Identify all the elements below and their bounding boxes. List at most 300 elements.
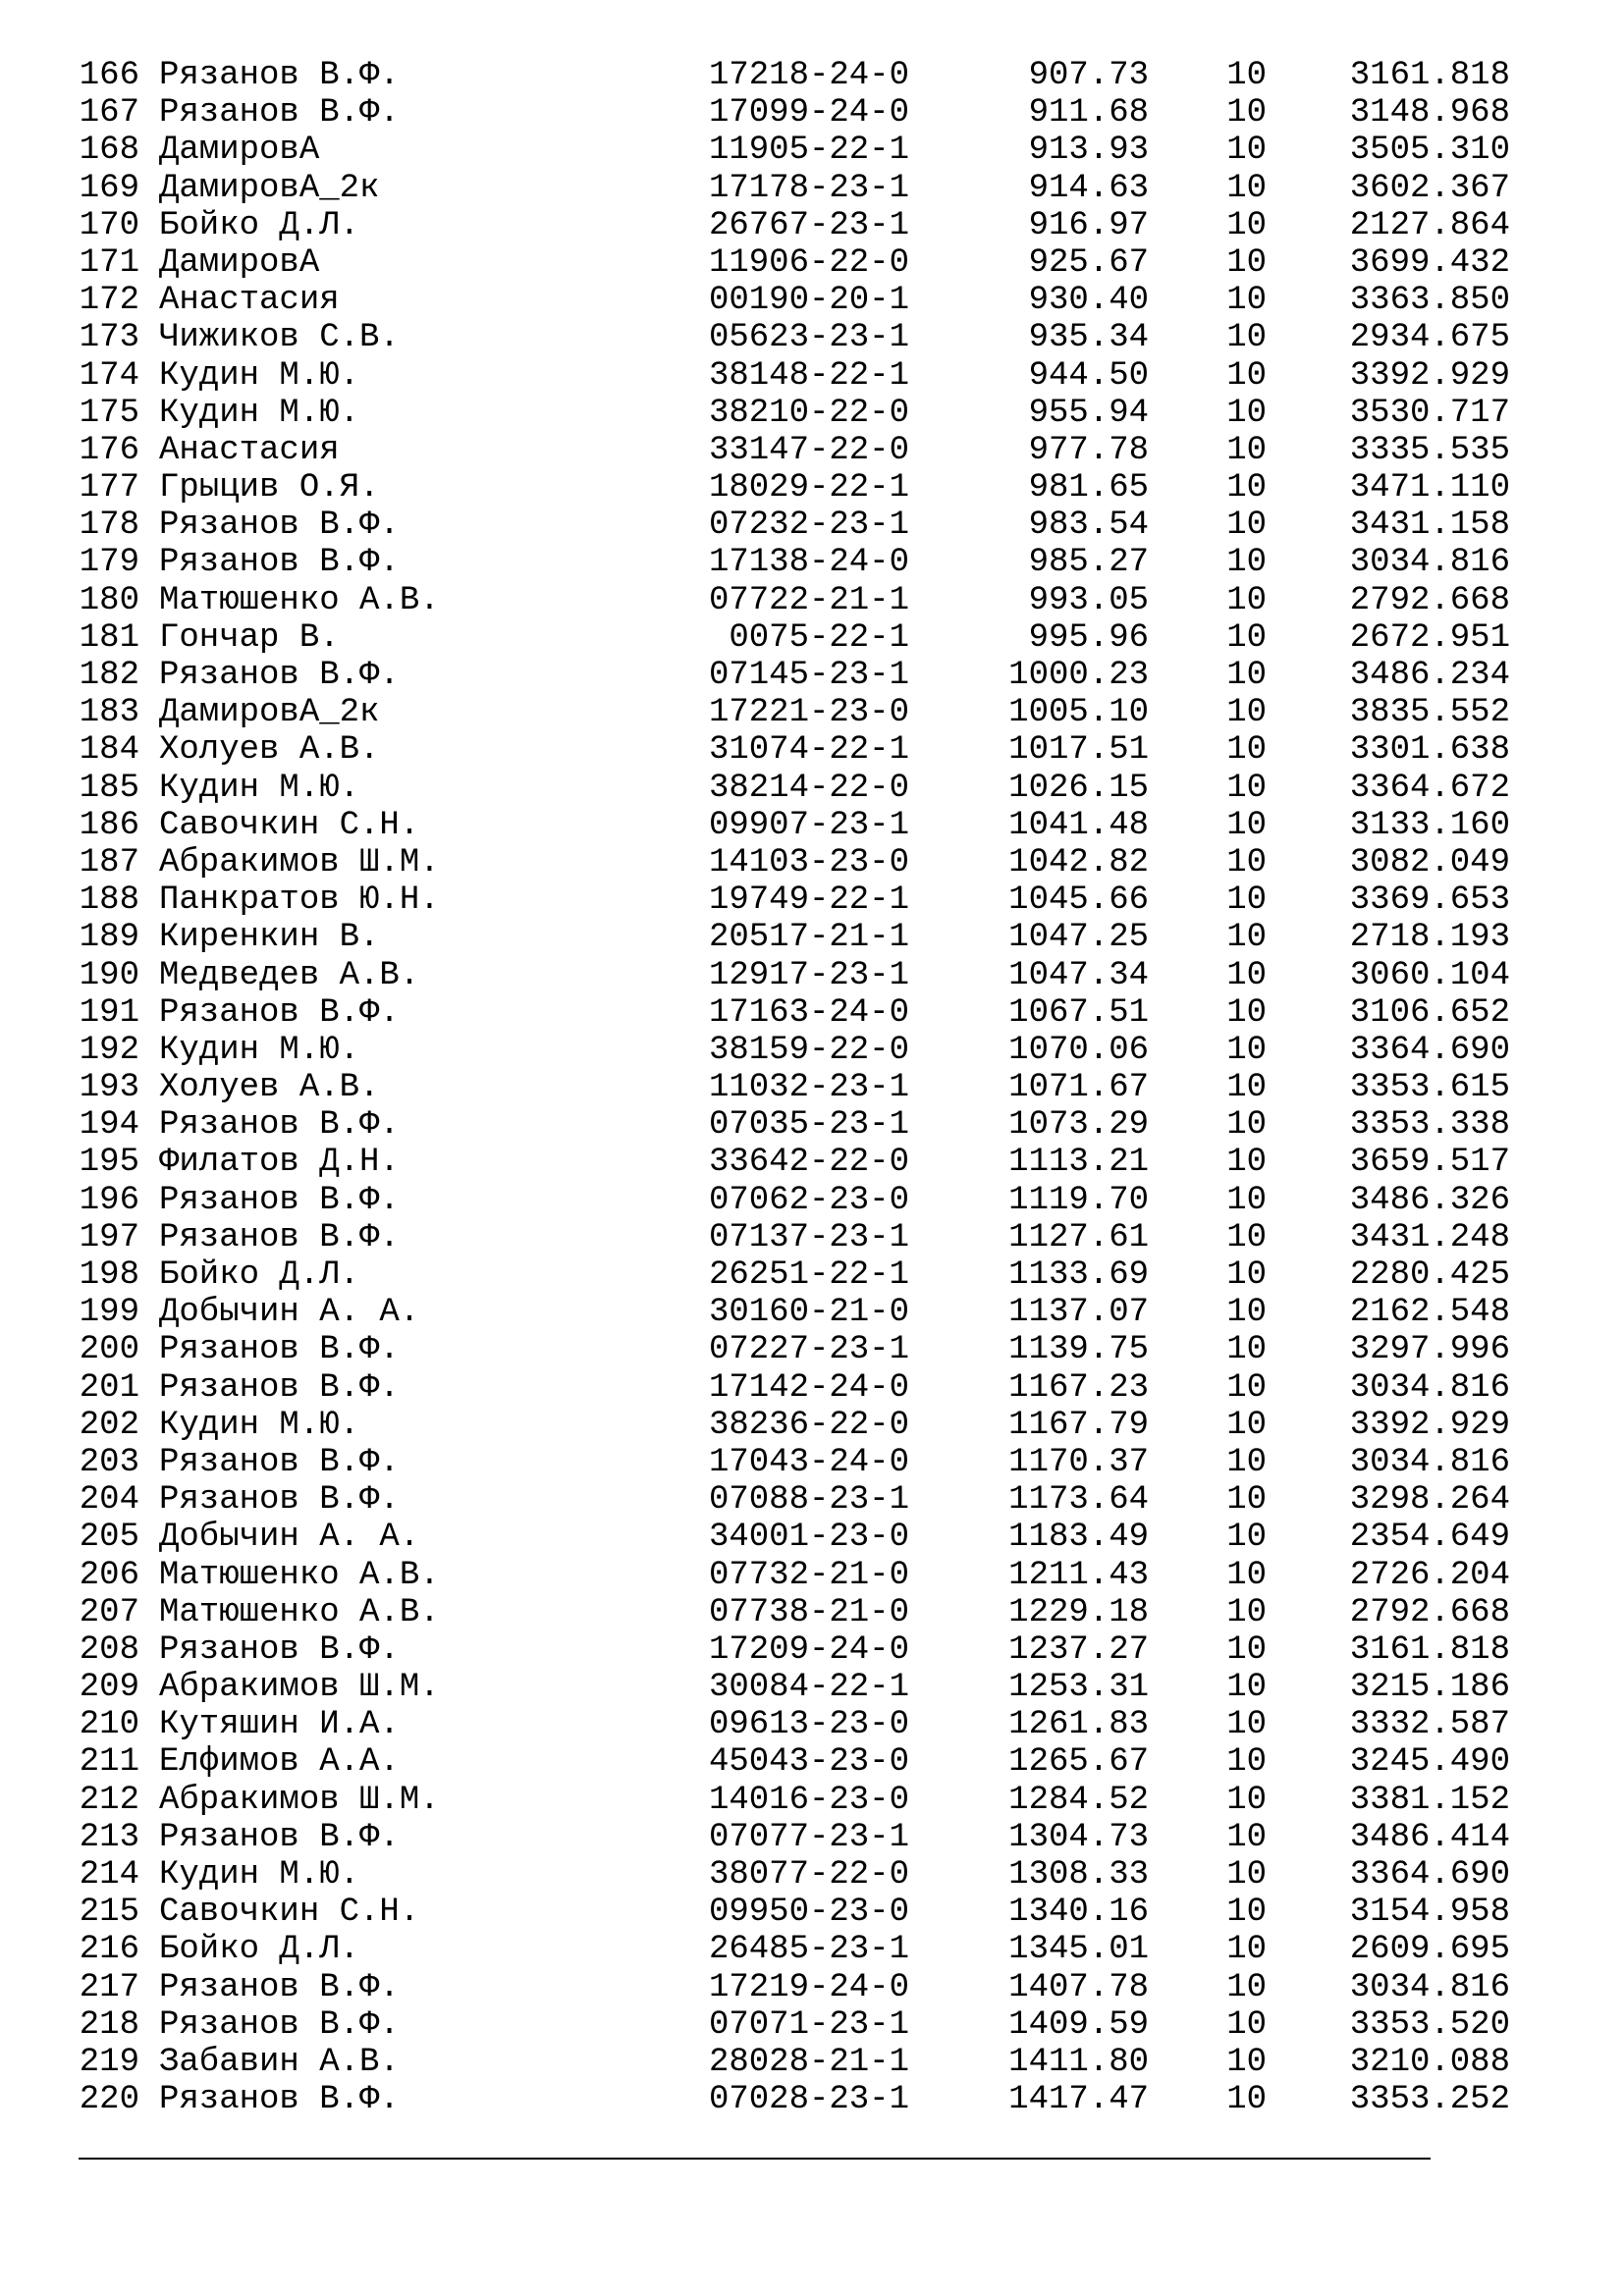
row-total: 3034.816 [1349,1443,1510,1481]
row-name: Грыцив О.Я. [159,469,380,507]
row-number: 168 [79,132,139,170]
table-row [79,769,1510,807]
row-name: Гончар В. [159,618,340,657]
row-count: 10 [1226,243,1267,282]
row-count: 10 [1226,394,1267,432]
table-row [79,581,1510,619]
row-name: ДамировА [159,243,320,282]
row-value: 955.94 [1028,394,1149,432]
row-value: 1265.67 [1008,1743,1149,1782]
row-count: 10 [1226,57,1267,94]
row-count: 10 [1226,1894,1267,1932]
table-row [79,2005,1510,2044]
table-row [79,1781,1510,1819]
row-value: 1211.43 [1008,1556,1149,1594]
row-value: 1137.07 [1008,1294,1149,1332]
row-name: Матюшенко А.В. [159,1593,440,1631]
row-count: 10 [1226,507,1267,545]
row-name: ДамировА_2к [159,169,380,207]
table-row [79,1181,1510,1219]
row-value: 1407.78 [1008,1968,1149,2006]
row-number: 183 [79,694,139,732]
table-row [79,1706,1510,1744]
row-value: 916.97 [1028,206,1149,244]
row-name: Рязанов В.Ф. [159,1218,400,1256]
row-number: 187 [79,843,139,881]
row-name: Анастасия [159,431,340,469]
table-row [79,169,1510,207]
row-value: 1026.15 [1008,769,1149,807]
row-code: 07137-23-1 [708,1218,909,1256]
row-number: 210 [79,1706,139,1744]
table-row [79,1106,1510,1145]
row-code: 38077-22-0 [708,1856,909,1894]
row-name: Рязанов В.Ф. [159,1818,400,1856]
row-total: 3486.234 [1349,657,1510,694]
row-count: 10 [1226,319,1267,357]
row-number: 199 [79,1294,139,1332]
row-code: 0075-22-1 [729,618,909,657]
row-code: 38210-22-0 [708,394,909,432]
row-value: 925.67 [1028,243,1149,282]
row-number: 189 [79,919,139,957]
row-number: 217 [79,1968,139,2006]
row-count: 10 [1226,731,1267,770]
row-name: Рязанов В.Ф. [159,1181,400,1219]
row-total: 3034.816 [1349,1368,1510,1407]
row-code: 09950-23-0 [708,1894,909,1932]
row-name: Кудин М.Ю. [159,769,360,807]
row-total: 3381.152 [1349,1781,1510,1819]
row-number: 198 [79,1256,139,1294]
row-value: 935.34 [1028,319,1149,357]
row-value: 1229.18 [1008,1593,1149,1631]
row-number: 209 [79,1669,139,1707]
row-value: 1047.25 [1008,919,1149,957]
row-total: 2280.425 [1349,1256,1510,1294]
row-code: 38236-22-0 [708,1406,909,1444]
row-total: 2792.668 [1349,1593,1510,1631]
row-total: 3364.672 [1349,769,1510,807]
row-total: 3133.160 [1349,806,1510,844]
row-code: 38148-22-1 [708,356,909,395]
row-total: 3245.490 [1349,1743,1510,1782]
row-number: 219 [79,2043,139,2081]
row-value: 1047.34 [1008,956,1149,994]
row-count: 10 [1226,2005,1267,2044]
row-total: 3082.049 [1349,843,1510,881]
row-value: 1045.66 [1008,881,1149,920]
table-row [79,1669,1510,1707]
row-value: 907.73 [1028,57,1149,94]
row-value: 1127.61 [1008,1218,1149,1256]
table-row [79,394,1510,432]
row-code: 45043-23-0 [708,1743,909,1782]
row-code: 07077-23-1 [708,1818,909,1856]
row-code: 12917-23-1 [708,956,909,994]
table-row [79,731,1510,770]
row-value: 1070.06 [1008,1031,1149,1069]
row-value: 1113.21 [1008,1144,1149,1182]
row-code: 26767-23-1 [708,206,909,244]
row-name: Рязанов В.Ф. [159,544,400,582]
row-count: 10 [1226,581,1267,619]
row-total: 2718.193 [1349,919,1510,957]
row-number: 212 [79,1781,139,1819]
row-total: 2162.548 [1349,1294,1510,1332]
table-row [79,1368,1510,1407]
table-row [79,1556,1510,1594]
row-name: Бойко Д.Л. [159,1256,360,1294]
row-number: 215 [79,1894,139,1932]
row-number: 184 [79,731,139,770]
row-number: 200 [79,1331,139,1369]
table-row [79,206,1510,244]
row-total: 3161.818 [1349,1630,1510,1669]
row-number: 175 [79,394,139,432]
row-number: 220 [79,2081,139,2119]
row-value: 1073.29 [1008,1106,1149,1145]
row-code: 17043-24-0 [708,1443,909,1481]
row-number: 174 [79,356,139,395]
row-name: Панкратов Ю.Н. [159,881,440,920]
row-code: 11906-22-0 [708,243,909,282]
row-total: 3835.552 [1349,694,1510,732]
row-code: 07722-21-1 [708,581,909,619]
row-value: 1308.33 [1008,1856,1149,1894]
table-row [79,243,1510,282]
row-name: Филатов Д.Н. [159,1144,400,1182]
row-number: 216 [79,1931,139,1969]
row-count: 10 [1226,94,1267,133]
row-name: Рязанов В.Ф. [159,1481,400,1520]
row-name: Добычин А. А. [159,1519,420,1557]
row-number: 188 [79,881,139,920]
row-value: 993.05 [1028,581,1149,619]
row-count: 10 [1226,806,1267,844]
row-number: 213 [79,1818,139,1856]
row-value: 1261.83 [1008,1706,1149,1744]
row-number: 197 [79,1218,139,1256]
table-row [79,1743,1510,1782]
row-count: 10 [1226,919,1267,957]
row-count: 10 [1226,1968,1267,2006]
row-total: 2127.864 [1349,206,1510,244]
row-total: 3471.110 [1349,469,1510,507]
table-row [79,1931,1510,1969]
row-total: 3486.326 [1349,1181,1510,1219]
table-row [79,431,1510,469]
row-name: Рязанов В.Ф. [159,993,400,1032]
row-count: 10 [1226,1556,1267,1594]
row-total: 3392.929 [1349,356,1510,395]
row-count: 10 [1226,769,1267,807]
row-number: 178 [79,507,139,545]
row-code: 07035-23-1 [708,1106,909,1145]
row-name: Рязанов В.Ф. [159,1368,400,1407]
row-name: Абракимов Ш.М. [159,1669,440,1707]
row-count: 10 [1226,1781,1267,1819]
row-total: 3332.587 [1349,1706,1510,1744]
row-value: 1183.49 [1008,1519,1149,1557]
row-number: 171 [79,243,139,282]
row-count: 10 [1226,1743,1267,1782]
row-name: Бойко Д.Л. [159,1931,360,1969]
row-count: 10 [1226,1106,1267,1145]
data-listing [79,57,1510,2119]
row-value: 983.54 [1028,507,1149,545]
row-count: 10 [1226,1443,1267,1481]
row-code: 19749-22-1 [708,881,909,920]
row-total: 3353.338 [1349,1106,1510,1145]
table-row [79,282,1510,320]
row-total: 3298.264 [1349,1481,1510,1520]
row-total: 3353.252 [1349,2081,1510,2119]
row-code: 17221-23-0 [708,694,909,732]
row-code: 30160-21-0 [708,1294,909,1332]
row-total: 3161.818 [1349,57,1510,94]
table-row [79,993,1510,1032]
row-count: 10 [1226,1406,1267,1444]
row-total: 3154.958 [1349,1894,1510,1932]
row-code: 07227-23-1 [708,1331,909,1369]
row-number: 167 [79,94,139,133]
row-name: Рязанов В.Ф. [159,1443,400,1481]
row-code: 33147-22-0 [708,431,909,469]
row-number: 186 [79,806,139,844]
row-code: 09613-23-0 [708,1706,909,1744]
row-total: 3530.717 [1349,394,1510,432]
row-value: 1417.47 [1008,2081,1149,2119]
row-name: Абракимов Ш.М. [159,843,440,881]
row-value: 1005.10 [1008,694,1149,732]
row-value: 1017.51 [1008,731,1149,770]
row-name: Медведев А.В. [159,956,420,994]
row-name: Кудин М.Ю. [159,356,360,395]
row-name: Рязанов В.Ф. [159,2081,400,2119]
row-total: 3364.690 [1349,1856,1510,1894]
row-total: 3392.929 [1349,1406,1510,1444]
row-code: 07071-23-1 [708,2005,909,2044]
row-count: 10 [1226,544,1267,582]
row-number: 172 [79,282,139,320]
row-code: 30084-22-1 [708,1669,909,1707]
row-code: 07145-23-1 [708,657,909,694]
row-count: 10 [1226,843,1267,881]
row-code: 17138-24-0 [708,544,909,582]
row-name: Рязанов В.Ф. [159,1331,400,1369]
table-row [79,1519,1510,1557]
table-row [79,94,1510,133]
row-count: 10 [1226,1630,1267,1669]
row-number: 195 [79,1144,139,1182]
row-count: 10 [1226,1706,1267,1744]
row-name: Бойко Д.Л. [159,206,360,244]
row-name: Матюшенко А.В. [159,1556,440,1594]
row-code: 09907-23-1 [708,806,909,844]
row-value: 1170.37 [1008,1443,1149,1481]
row-name: Абракимов Ш.М. [159,1781,440,1819]
row-total: 2609.695 [1349,1931,1510,1969]
row-total: 3364.690 [1349,1031,1510,1069]
table-row [79,544,1510,582]
row-code: 31074-22-1 [708,731,909,770]
row-value: 1411.80 [1008,2043,1149,2081]
row-number: 204 [79,1481,139,1520]
row-total: 3602.367 [1349,169,1510,207]
table-row [79,694,1510,732]
row-count: 10 [1226,1331,1267,1369]
row-count: 10 [1226,206,1267,244]
row-count: 10 [1226,1818,1267,1856]
table-row [79,919,1510,957]
row-value: 1340.16 [1008,1894,1149,1932]
row-count: 10 [1226,1931,1267,1969]
row-value: 1000.23 [1008,657,1149,694]
row-count: 10 [1226,431,1267,469]
row-value: 1067.51 [1008,993,1149,1032]
row-number: 176 [79,431,139,469]
row-code: 38214-22-0 [708,769,909,807]
row-count: 10 [1226,956,1267,994]
row-value: 1237.27 [1008,1630,1149,1669]
table-row [79,1331,1510,1369]
row-code: 07738-21-0 [708,1593,909,1631]
table-row [79,57,1510,94]
row-name: Кутяшин И.А. [159,1706,400,1744]
row-name: Рязанов В.Ф. [159,1106,400,1145]
row-name: Кудин М.Ю. [159,1031,360,1069]
table-row [79,806,1510,844]
row-number: 203 [79,1443,139,1481]
row-count: 10 [1226,1069,1267,1107]
row-total: 3431.158 [1349,507,1510,545]
row-value: 995.96 [1028,618,1149,657]
table-row [79,1144,1510,1182]
row-value: 981.65 [1028,469,1149,507]
row-total: 3659.517 [1349,1144,1510,1182]
row-name: Рязанов В.Ф. [159,2005,400,2044]
table-row [79,1968,1510,2006]
row-name: Рязанов В.Ф. [159,94,400,133]
row-code: 05623-23-1 [708,319,909,357]
row-count: 10 [1226,993,1267,1032]
row-name: Рязанов В.Ф. [159,1968,400,2006]
table-row [79,1294,1510,1332]
row-code: 33642-22-0 [708,1144,909,1182]
row-number: 181 [79,618,139,657]
row-number: 177 [79,469,139,507]
row-count: 10 [1226,1669,1267,1707]
table-row [79,1481,1510,1520]
row-value: 1042.82 [1008,843,1149,881]
row-count: 10 [1226,356,1267,395]
row-code: 17218-24-0 [708,57,909,94]
row-count: 10 [1226,1181,1267,1219]
table-row [79,1256,1510,1294]
table-row [79,469,1510,507]
row-value: 1041.48 [1008,806,1149,844]
row-name: Холуев А.В. [159,731,380,770]
row-total: 3106.652 [1349,993,1510,1032]
row-number: 173 [79,319,139,357]
row-value: 1071.67 [1008,1069,1149,1107]
row-value: 914.63 [1028,169,1149,207]
row-code: 17178-23-1 [708,169,909,207]
row-code: 17163-24-0 [708,993,909,1032]
row-value: 1133.69 [1008,1256,1149,1294]
row-count: 10 [1226,1031,1267,1069]
bottom-rule [79,2158,1431,2160]
table-row [79,1856,1510,1894]
row-value: 1119.70 [1008,1181,1149,1219]
row-value: 913.93 [1028,132,1149,170]
table-row [79,1630,1510,1669]
row-total: 3210.088 [1349,2043,1510,2081]
row-number: 182 [79,657,139,694]
row-name: Холуев А.В. [159,1069,380,1107]
table-row [79,1218,1510,1256]
row-name: Матюшенко А.В. [159,581,440,619]
row-value: 1345.01 [1008,1931,1149,1969]
table-row [79,1894,1510,1932]
row-total: 3699.432 [1349,243,1510,282]
table-row [79,1069,1510,1107]
row-total: 3034.816 [1349,1968,1510,2006]
row-number: 208 [79,1630,139,1669]
row-total: 3369.653 [1349,881,1510,920]
row-count: 10 [1226,1256,1267,1294]
row-value: 911.68 [1028,94,1149,133]
row-name: Рязанов В.Ф. [159,57,400,94]
row-code: 00190-20-1 [708,282,909,320]
row-code: 07732-21-0 [708,1556,909,1594]
row-count: 10 [1226,1481,1267,1520]
row-name: Савочкин С.Н. [159,806,420,844]
row-code: 18029-22-1 [708,469,909,507]
table-row [79,319,1510,357]
table-row [79,657,1510,694]
table-row [79,2043,1510,2081]
row-value: 1167.23 [1008,1368,1149,1407]
row-count: 10 [1226,282,1267,320]
row-code: 17099-24-0 [708,94,909,133]
row-count: 10 [1226,694,1267,732]
row-name: ДамировА [159,132,320,170]
row-total: 3215.186 [1349,1669,1510,1707]
row-code: 11905-22-1 [708,132,909,170]
row-code: 17219-24-0 [708,1968,909,2006]
row-count: 10 [1226,1519,1267,1557]
row-total: 2354.649 [1349,1519,1510,1557]
row-total: 3148.968 [1349,94,1510,133]
row-name: Кудин М.Ю. [159,394,360,432]
row-total: 3505.310 [1349,132,1510,170]
row-number: 180 [79,581,139,619]
row-name: Рязанов В.Ф. [159,507,400,545]
row-code: 07088-23-1 [708,1481,909,1520]
row-number: 169 [79,169,139,207]
row-value: 1167.79 [1008,1406,1149,1444]
row-total: 3335.535 [1349,431,1510,469]
table-row [79,2081,1510,2119]
row-code: 28028-21-1 [708,2043,909,2081]
row-number: 185 [79,769,139,807]
table-row [79,1031,1510,1069]
row-total: 3363.850 [1349,282,1510,320]
row-total: 3431.248 [1349,1218,1510,1256]
row-count: 10 [1226,657,1267,694]
